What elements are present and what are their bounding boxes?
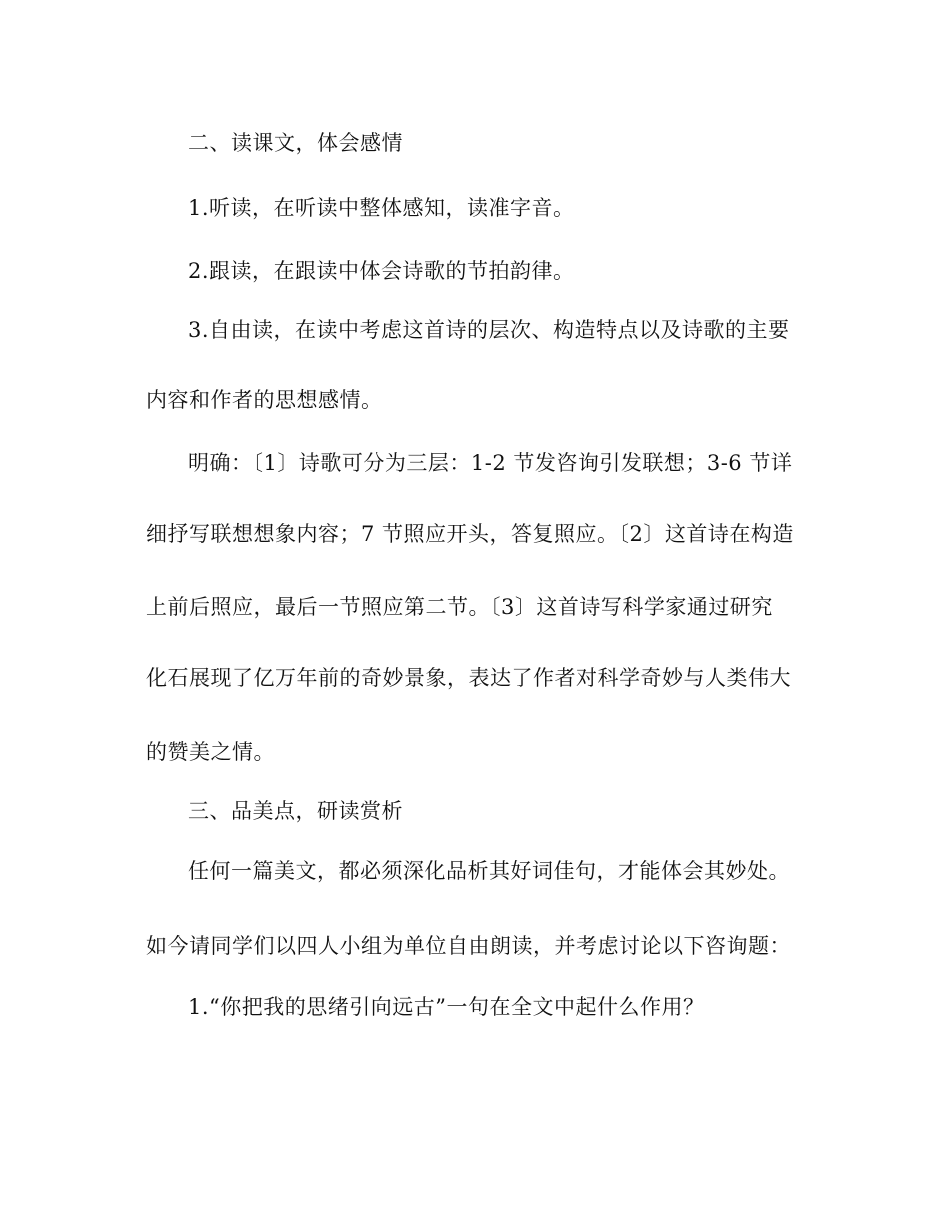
- paragraph-line: 内容和作者的思想感情。: [146, 388, 383, 412]
- paragraph-line: 任何一篇美文，都必须深化品析其好词佳句，才能体会其妙处。: [188, 859, 790, 883]
- paragraph-line: 上前后照应，最后一节照应第二节。〔3〕这首诗写科学家通过研究: [146, 595, 773, 619]
- paragraph-line: 明确：〔1〕诗歌可分为三层：1-2 节发咨询引发联想；3-6 节详: [188, 451, 793, 475]
- paragraph-line: 细抒写联想想象内容；7 节照应开头，答复照应。〔2〕这首诗在构造: [146, 522, 794, 546]
- paragraph-line: 3.自由读，在读中考虑这首诗的层次、构造特点以及诗歌的主要: [188, 318, 790, 342]
- paragraph-line: 如今请同学们以四人小组为单位自由朗读，并考虑讨论以下咨询题：: [146, 934, 791, 958]
- paragraph-line: 1.听读，在听读中整体感知，读准字音。: [188, 196, 575, 220]
- paragraph-line: 的赞美之情。: [146, 740, 275, 764]
- paragraph-line: 化石展现了亿万年前的奇妙景象，表达了作者对科学奇妙与人类伟大: [146, 666, 791, 690]
- paragraph-line: 1.“你把我的思绪引向远古”一句在全文中起什么作用？: [188, 995, 705, 1019]
- paragraph-line: 2.跟读，在跟读中体会诗歌的节拍韵律。: [188, 259, 575, 283]
- section-heading: 三、品美点，研读赏析: [188, 799, 403, 823]
- section-heading: 二、读课文，体会感情: [188, 131, 403, 155]
